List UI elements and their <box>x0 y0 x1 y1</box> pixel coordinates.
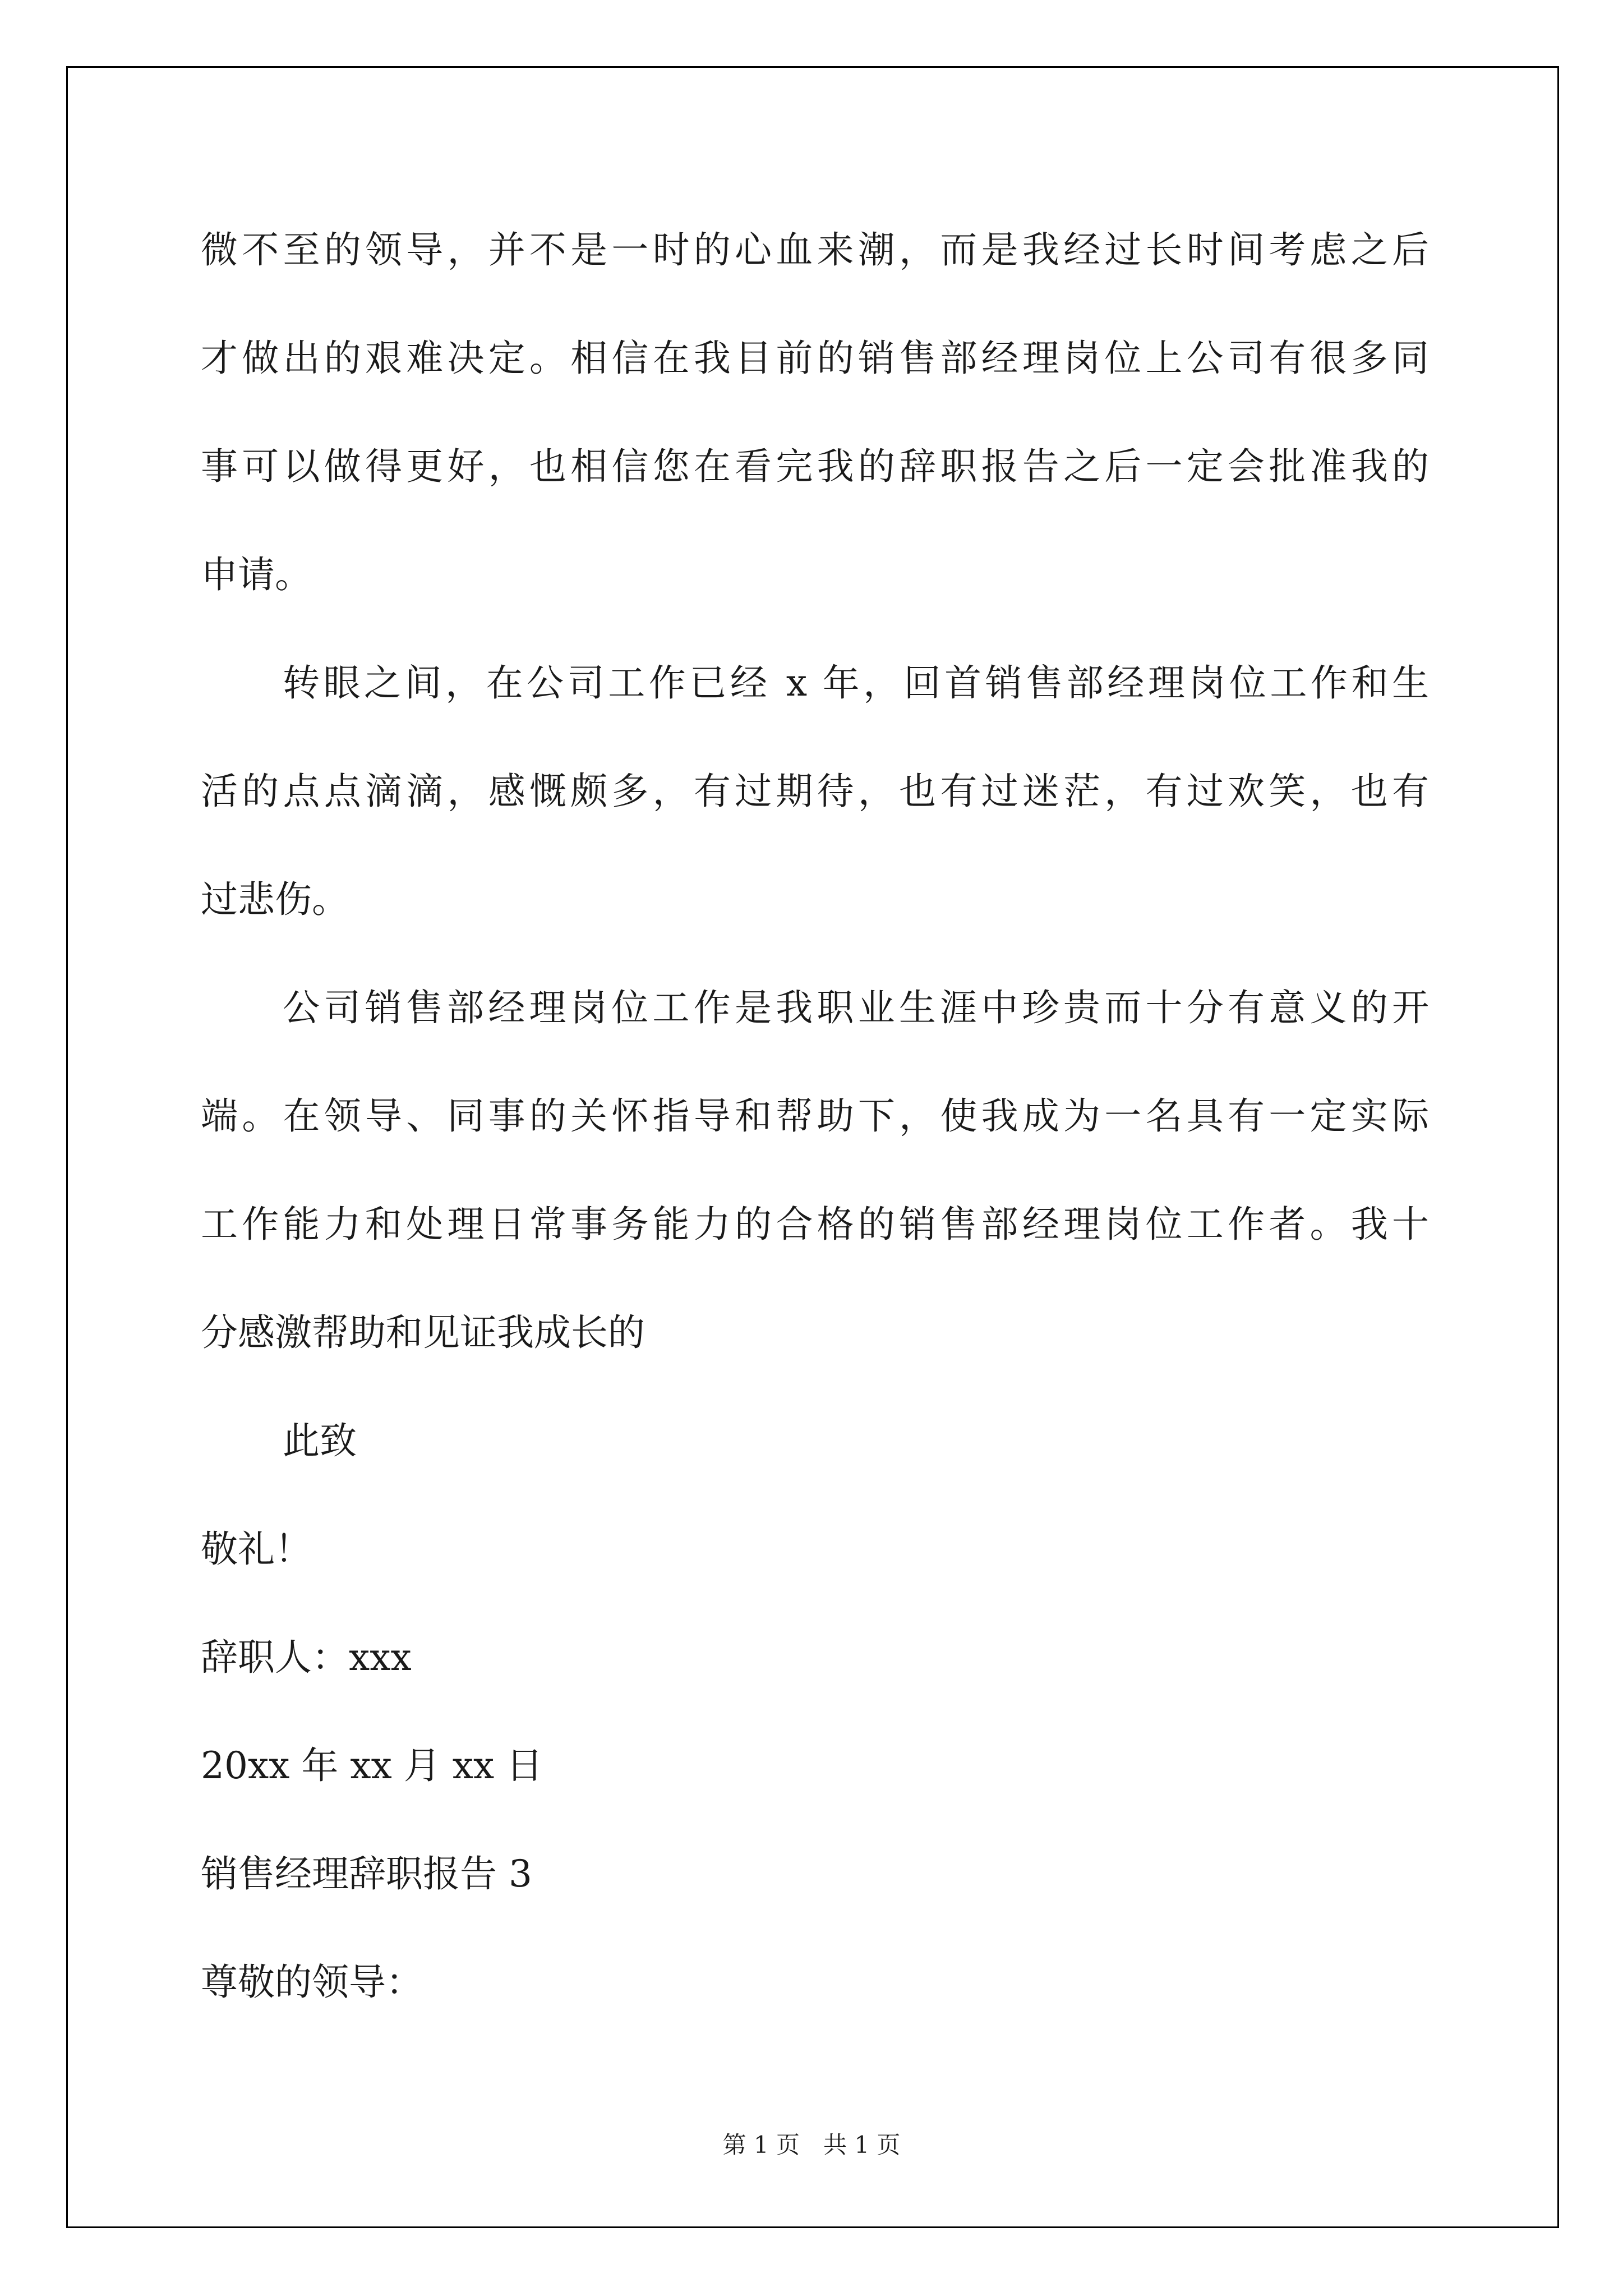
paragraph-line: 工作能力和处理日常事务能力的合格的销售部经理岗位工作者。我十 <box>201 1203 1429 1246</box>
page-footer <box>0 2133 1623 2157</box>
paragraph-line: 才做出的艰难决定。相信在我目前的销售部经理岗位上公司有很多同 <box>201 337 1429 380</box>
page-number-total: 共 1 页 <box>823 2131 901 2159</box>
paragraph-line: 申请。 <box>201 553 312 596</box>
page-number-current: 第 1 页 <box>722 2131 800 2159</box>
closing-regards: 敬礼！ <box>201 1527 312 1571</box>
signature-line: 辞职人：xxx <box>201 1636 412 1679</box>
paragraph-line: 活的点点滴滴，感慨颇多，有过期待，也有过迷茫，有过欢笑，也有 <box>201 770 1429 813</box>
page-border <box>66 66 1559 2228</box>
paragraph-line: 转眼之间，在公司工作已经 x 年，回首销售部经理岗位工作和生 <box>283 661 1429 705</box>
date-line: 20xx 年 xx 月 xx 日 <box>201 1744 543 1787</box>
paragraph-line: 分感激帮助和见证我成长的 <box>201 1311 645 1354</box>
paragraph-line: 公司销售部经理岗位工作是我职业生涯中珍贵而十分有意义的开 <box>283 986 1429 1029</box>
paragraph-line: 微不至的领导，并不是一时的心血来潮，而是我经过长时间考虑之后 <box>201 228 1429 272</box>
closing-salutation: 此致 <box>283 1419 357 1462</box>
paragraph-line: 过悲伤。 <box>201 878 349 921</box>
greeting-line: 尊敬的领导： <box>201 1961 423 2004</box>
paragraph-line: 端。在领导、同事的关怀指导和帮助下，使我成为一名具有一定实际 <box>201 1094 1429 1138</box>
section-title: 销售经理辞职报告 3 <box>201 1852 532 1895</box>
paragraph-line: 事可以做得更好，也相信您在看完我的辞职报告之后一定会批准我的 <box>201 445 1429 488</box>
